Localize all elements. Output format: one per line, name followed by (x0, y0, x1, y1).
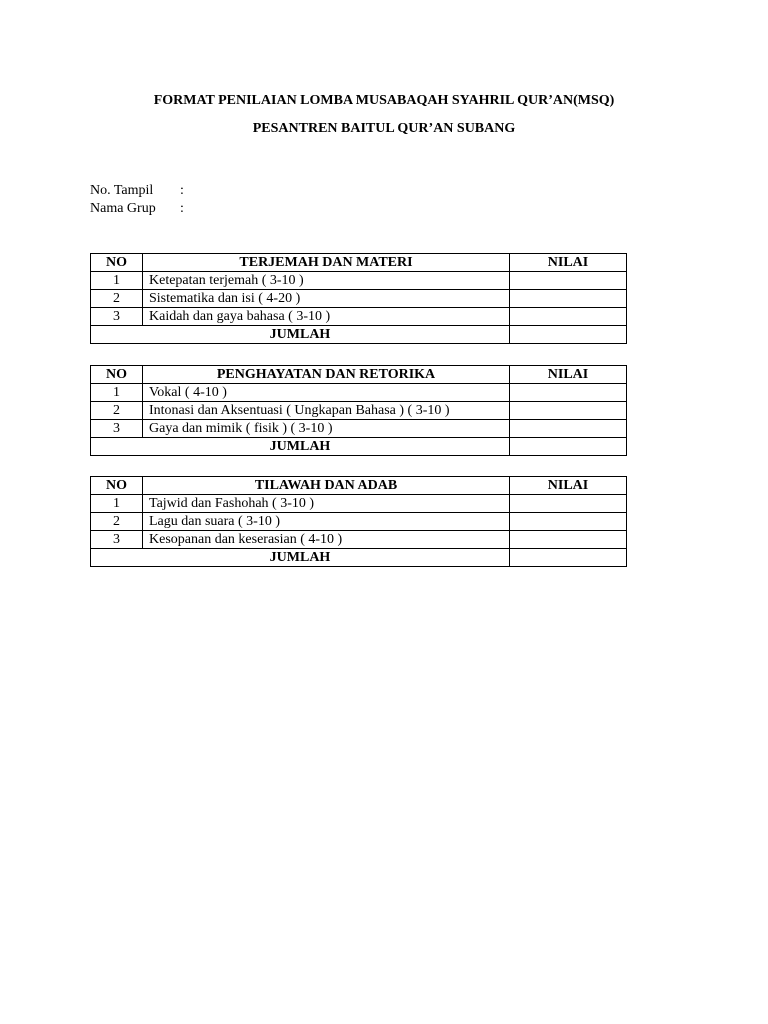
column-header-nilai: NILAI (510, 477, 627, 495)
score-cell[interactable] (510, 495, 627, 513)
row-number: 1 (91, 272, 143, 290)
score-cell[interactable] (510, 420, 627, 438)
row-criteria: Ketepatan terjemah ( 3-10 ) (143, 272, 510, 290)
row-number: 2 (91, 290, 143, 308)
column-header-criteria: TERJEMAH DAN MATERI (143, 254, 510, 272)
total-label: JUMLAH (91, 549, 510, 567)
row-number: 2 (91, 513, 143, 531)
column-header-no: NO (91, 477, 143, 495)
score-table-terjemah (90, 253, 627, 344)
table-header-row (91, 366, 627, 384)
field-no-tampil (90, 183, 184, 199)
row-criteria: Kaidah dan gaya bahasa ( 3-10 ) (143, 308, 510, 326)
total-label: JUMLAH (91, 326, 510, 344)
table-row (91, 513, 627, 531)
field-separator: : (180, 183, 184, 198)
row-number: 1 (91, 495, 143, 513)
page-subtitle: PESANTREN BAITUL QUR’AN SUBANG (252, 121, 516, 136)
row-number: 3 (91, 531, 143, 549)
field-label: Nama Grup (90, 201, 156, 216)
row-number: 3 (91, 308, 143, 326)
total-score-cell[interactable] (510, 326, 627, 344)
table-row (91, 420, 627, 438)
table-row (91, 531, 627, 549)
score-cell[interactable] (510, 272, 627, 290)
total-row (91, 549, 627, 567)
table-row (91, 308, 627, 326)
total-label: JUMLAH (91, 438, 510, 456)
column-header-nilai: NILAI (510, 254, 627, 272)
column-header-criteria: TILAWAH DAN ADAB (143, 477, 510, 495)
field-separator: : (180, 201, 184, 216)
score-cell[interactable] (510, 308, 627, 326)
row-criteria: Vokal ( 4-10 ) (143, 384, 510, 402)
column-header-criteria: PENGHAYATAN DAN RETORIKA (143, 366, 510, 384)
score-cell[interactable] (510, 290, 627, 308)
column-header-no: NO (91, 254, 143, 272)
row-number: 3 (91, 420, 143, 438)
score-cell[interactable] (510, 531, 627, 549)
row-criteria: Sistematika dan isi ( 4-20 ) (143, 290, 510, 308)
row-criteria: Gaya dan mimik ( fisik ) ( 3-10 ) (143, 420, 510, 438)
table-row (91, 272, 627, 290)
field-nama-grup (90, 201, 184, 217)
score-table-tilawah (90, 476, 627, 567)
row-criteria: Intonasi dan Aksentuasi ( Ungkapan Bahasa ) ( 3-10 ) (143, 402, 510, 420)
row-criteria: Kesopanan dan keserasian ( 4-10 ) (143, 531, 510, 549)
score-cell[interactable] (510, 402, 627, 420)
row-criteria: Lagu dan suara ( 3-10 ) (143, 513, 510, 531)
table-row (91, 402, 627, 420)
total-row (91, 438, 627, 456)
column-header-no: NO (91, 366, 143, 384)
score-table-penghayatan (90, 365, 627, 456)
total-row (91, 326, 627, 344)
row-number: 2 (91, 402, 143, 420)
table-header-row (91, 477, 627, 495)
total-score-cell[interactable] (510, 438, 627, 456)
score-cell[interactable] (510, 384, 627, 402)
score-cell[interactable] (510, 513, 627, 531)
column-header-nilai: NILAI (510, 366, 627, 384)
row-criteria: Tajwid dan Fashohah ( 3-10 ) (143, 495, 510, 513)
table-header-row (91, 254, 627, 272)
row-number: 1 (91, 384, 143, 402)
table-row (91, 495, 627, 513)
page-title: FORMAT PENILAIAN LOMBA MUSABAQAH SYAHRIL QUR’AN(MSQ) (153, 93, 615, 108)
field-label: No. Tampil (90, 183, 154, 198)
total-score-cell[interactable] (510, 549, 627, 567)
table-row (91, 384, 627, 402)
table-row (91, 290, 627, 308)
